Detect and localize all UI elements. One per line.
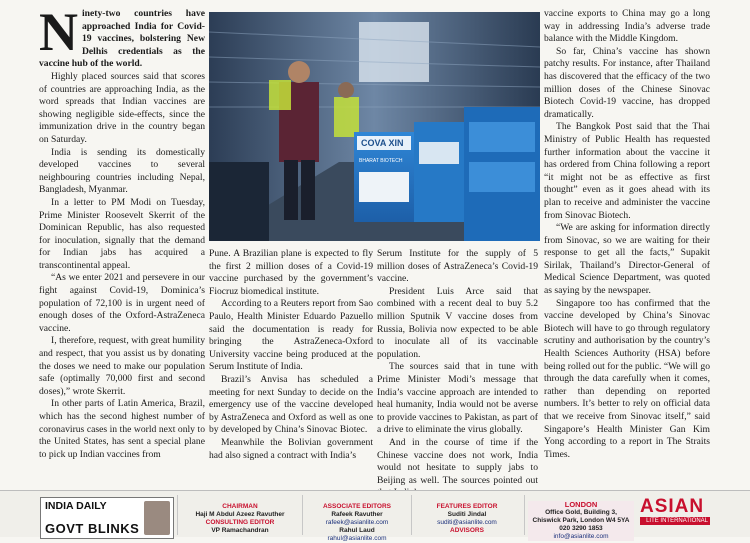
paragraph: So far, China’s vaccine has shown patchy results. For instance, after Thailand has discovered that the efficacy of the two million doses of the Chinese Sinovac Biotech Covid-19 vaccine, has dropped dramatically.: [544, 45, 710, 120]
box-label-bharat: BHARAT BIOTECH: [359, 158, 403, 164]
paragraph: The sources said that in tune with Prime Minister Modi’s message that India’s vaccine approach are intended to heal humanity, India would not be averse to provide vaccines to Pakistan, as part of a drive to eliminate the virus globally.: [377, 361, 538, 436]
london-address-1: Office Gold, Building 3,: [545, 509, 617, 516]
consulting-label: CONSULTING EDITOR: [205, 519, 275, 526]
advisors-label: ADVISORS: [450, 527, 484, 534]
chairman-block: [180, 503, 300, 535]
features-editor-block: [414, 503, 520, 535]
associate-email-1[interactable]: rafeek@asianlite.com: [325, 519, 389, 526]
paragraph: Pune. A Brazilian plane is expected to fly the first 2 million doses of a Covid-19 vaccine purchased by the government’s Fiocruz biomedical institute.: [209, 248, 373, 297]
divider: [524, 495, 525, 535]
chairman-label: CHAIRMAN: [222, 503, 258, 510]
paragraph: The Bangkok Post said that the Thai Ministry of Public Health has requested further information about the vaccine it has ordered from China following a report “it might not be as effective as first thought” even as it goes ahead with its plan to receive and administer the vaccine from Sinovac Biotech.: [544, 121, 710, 221]
promo-box[interactable]: [40, 497, 174, 539]
divider: [411, 495, 412, 535]
paragraph: Highly placed sources said that scores of countries are approaching India, as the word spreads that Indian vaccines are showing negligible side-effects, since the immunization drive in the country began on Saturday.: [39, 70, 205, 145]
paragraph: Meanwhile the Bolivian government had also signed a contract with India’s: [209, 436, 373, 461]
drop-cap: N: [39, 2, 78, 62]
associate-editors-block: [305, 503, 409, 543]
article-column-4: [544, 8, 710, 461]
vaccine-shipment-image: [209, 12, 540, 241]
paragraph: Serum Institute for the supply of 5 million doses of AstraZeneca’s Covid-19 vaccine.: [377, 248, 538, 285]
associate-label: ASSOCIATE EDITORS: [322, 503, 392, 510]
asian-lite-logo[interactable]: [640, 497, 710, 527]
promo-photo: [144, 501, 170, 535]
lead-text: inety-two countries have approached India for Covid-19 vaccines, bolstering New Delhis credentials as the vaccine hub of the world.: [39, 8, 205, 70]
article-column-3: [377, 248, 538, 500]
article-column-2: [209, 248, 373, 462]
masthead-footer: [0, 490, 750, 542]
features-label: FEATURES EDITOR: [436, 503, 498, 510]
paragraph: vaccine exports to China may go a long way in addressing India’s adverse trade balance with the Middle Kingdom.: [544, 8, 710, 45]
chairman-name: Haji M Abdul Azeez Ravuther: [195, 511, 285, 518]
features-name: Suditi Jindal: [447, 511, 487, 518]
associate-email-2[interactable]: rahul@asianlite.com: [327, 535, 387, 542]
paragraph: I, therefore, request, with great humility and respect, that you assist us by donating the doses we need to make our population safe (optimally 70,000 first and second doses),” wrote Skerrit.: [39, 335, 205, 397]
paragraph: Singapore too has confirmed that the vaccine developed by China’s Sinovac Biotech will have to go through regulatory scrutiny and authorisation by the country’s Health Sciences Authority (HSA) before being rolled out for the public. “We will go through the data carefully when it comes, rather than depending on reported numbers. It’s better to rely on official data that we receive from Sinovac itself,” said Singapore’s Health Minister Gan Kim Yong according to a report in The Straits Times.: [544, 297, 710, 460]
features-email[interactable]: suditi@asianlite.com: [437, 519, 497, 526]
london-label: LONDON: [564, 500, 598, 509]
promo-title: INDIA DAILY: [45, 500, 107, 512]
box-label-covaxin: COVA XIN: [361, 138, 404, 148]
paragraph: India is sending its domestically developed vaccines to several neighbouring countries including Nepal, Bangladesh, Myanmar.: [39, 146, 205, 196]
divider: [302, 495, 303, 535]
paragraph: President Luis Arce said that combined with a recent deal to buy 5.2 million Sputnik V vaccine doses from Russia, Bolivia now expected to be able to inoculate all of its vaccinable population.: [377, 285, 538, 360]
london-address-2: Chiswick Park, London W4 5YA: [532, 517, 630, 524]
promo-subtitle: GOVT BLINKS: [45, 521, 140, 536]
london-phone: 020 3290 1853: [559, 525, 603, 532]
paragraph: Brazil’s Anvisa has scheduled a meeting for next Sunday to decide on the emergency use of the vaccine developed by AstraZeneca and Oxford as well as one by developed by China’s Sinovac Biotec.: [209, 373, 373, 436]
divider: [177, 495, 178, 535]
london-office-block: [528, 501, 634, 541]
consulting-name: VP Ramachandran: [211, 527, 269, 534]
article-lead: [39, 2, 205, 71]
logo-main-text: ASIAN: [640, 496, 705, 517]
paragraph: In other parts of Latin America, Brazil, which has the second highest number of coronavirus cases in the world next only to the United States, has sent a special plane to pick up Indian vaccines from: [39, 398, 205, 460]
paragraph: And in the course of time if the Chinese vaccine does not work, India would not hesitate to supply jabs to Beijing as well. The sources pointed out: [377, 436, 538, 486]
article-column-1: [39, 2, 205, 461]
paragraph: “We are asking for information directly from Sinovac, so we are waiting for their response to get all the facts,” Supakit Sirilak, Thailand’s Director-General of Medical Science Department, was quoted as saying by the newspaper.: [544, 222, 710, 297]
associate-name-2: Rahul Laud: [339, 527, 375, 534]
london-email[interactable]: info@asianlite.com: [553, 533, 609, 540]
associate-name-1: Rafeek Ravuther: [331, 511, 383, 518]
news-photo: [209, 12, 540, 241]
paragraph: “As we enter 2021 and persevere in our fight against Covid-19, Dominica’s population of 72,100 is in urgent need of enough doses of the Oxford-AstraZeneca vaccine.: [39, 272, 205, 334]
logo-sub-text: LITE INTERNATIONAL: [640, 517, 710, 525]
paragraph: According to a Reuters report from Sao Paulo, Health Minister Eduardo Pazuello said the documentation is ready for bringing the AstraZeneca-Oxford University vaccine being produced at the Serum Institute of India.: [209, 298, 373, 373]
paragraph: In a letter to PM Modi on Tuesday, Prime Minister Roosevelt Skerrit of the Dominican Republic, has also requested for inoculation, signally that the demand for Indian jabs has acquired a transcontinental appeal.: [39, 196, 205, 271]
